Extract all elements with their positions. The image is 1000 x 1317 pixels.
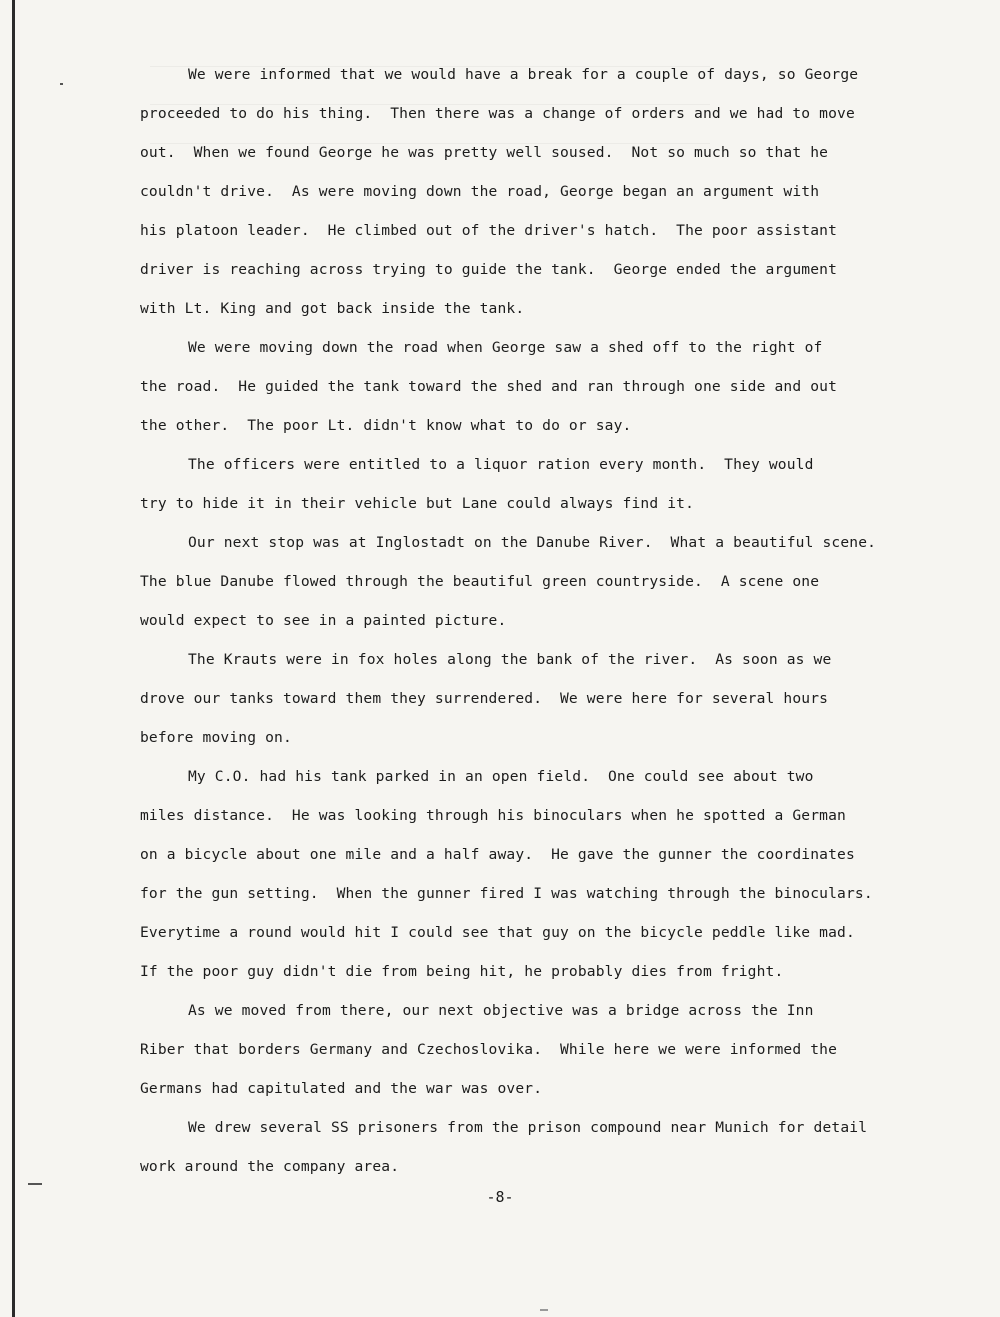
text-line: couldn't drive. As were moving down the road, George began an argument with [140,183,820,200]
text-line: work around the company area. [140,1158,400,1175]
body-text [140,55,950,1186]
text-line: out. When we found George he was pretty well soused. Not so much so that he [140,144,829,161]
text-line: driver is reaching across trying to guide the tank. George ended the argument [140,261,838,278]
text-line: If the poor guy didn't die from being hit, he probably dies from fright. [140,963,784,980]
page-number: -8- [486,1188,514,1206]
text-line: his platoon leader. He climbed out of the driver's hatch. The poor assistant [140,222,838,239]
paragraph [140,445,950,523]
text-line: with Lt. King and got back inside the tank. [140,300,525,317]
text-line: As we moved from there, our next objective was a bridge across the Inn [188,1002,814,1019]
paragraph [140,757,950,991]
text-line: We were moving down the road when George saw a shed off to the right of [188,339,823,356]
text-line: miles distance. He was looking through his binoculars when he spotted a German [140,807,846,824]
scan-speck [28,1183,42,1185]
text-line: would expect to see in a painted picture. [140,612,507,629]
text-line: on a bicycle about one mile and a half away. He gave the gunner the coordinates [140,846,855,863]
paragraph [140,523,950,640]
paragraph [140,640,950,757]
text-line: We drew several SS prisoners from the prison compound near Munich for detail [188,1119,868,1136]
paragraph [140,55,950,328]
text-line: The Krauts were in fox holes along the bank of the river. As soon as we [188,651,832,668]
page-edge-shadow [12,0,15,1317]
text-line: Riber that borders Germany and Czechoslovika. While here we were informed the [140,1041,838,1058]
text-line: Germans had capitulated and the war was over. [140,1080,543,1097]
text-line: The officers were entitled to a liquor ration every month. They would [188,456,814,473]
text-line: My C.O. had his tank parked in an open field. One could see about two [188,768,814,785]
text-line: We were informed that we would have a break for a couple of days, so George [188,66,859,83]
text-line: Our next stop was at Inglostadt on the Danube River. What a beautiful scene. [188,534,877,551]
text-line: proceeded to do his thing. Then there was a change of orders and we had to move [140,105,855,122]
text-line: before moving on. [140,729,292,746]
text-line: The blue Danube flowed through the beautiful green countryside. A scene one [140,573,820,590]
scan-speck [60,83,63,85]
scan-speck [540,1309,548,1311]
paragraph [140,1108,950,1186]
paragraph [140,328,950,445]
paragraph [140,991,950,1108]
text-line: try to hide it in their vehicle but Lane could always find it. [140,495,695,512]
text-line: the road. He guided the tank toward the shed and ran through one side and out [140,378,838,395]
text-line: drove our tanks toward them they surrendered. We were here for several hours [140,690,829,707]
text-line: for the gun setting. When the gunner fired I was watching through the binoculars. [140,885,873,902]
text-line: the other. The poor Lt. didn't know what to do or say. [140,417,632,434]
text-line: Everytime a round would hit I could see that guy on the bicycle peddle like mad. [140,924,855,941]
